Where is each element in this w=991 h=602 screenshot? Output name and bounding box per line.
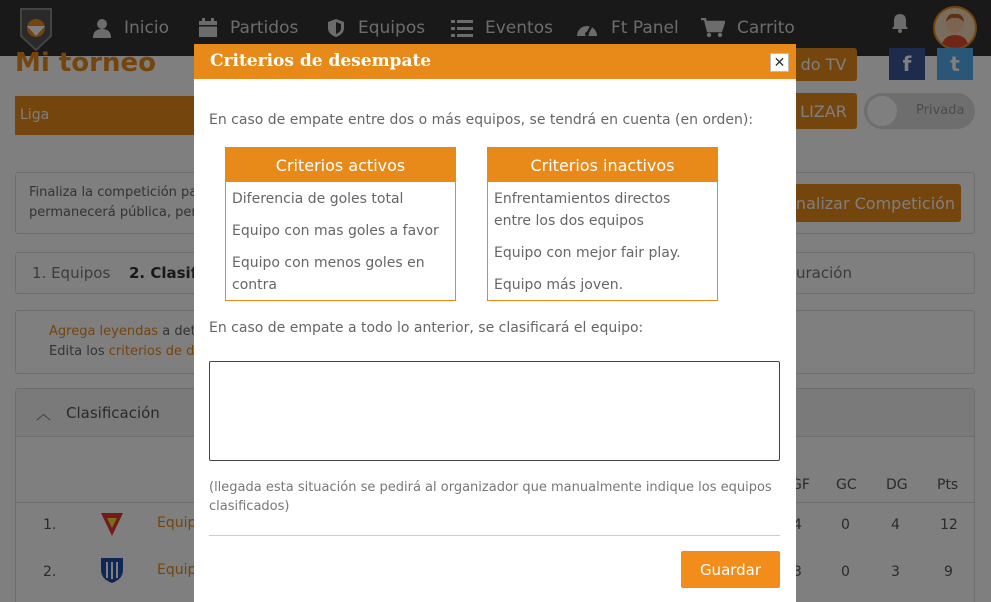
intro-text: En caso de empate entre dos o más equipos, se tendrá en cuenta (en orden): (209, 112, 754, 128)
modal-header (194, 44, 796, 79)
inactive-criteria-list (488, 182, 717, 308)
close-icon: ✕ (773, 54, 786, 71)
inactive-criteria-title: Criterios inactivos (488, 148, 717, 182)
save-button[interactable]: Guardar (681, 551, 780, 588)
criteria-item[interactable]: Enfrentamientos directos entre los dos equipos (494, 191, 671, 229)
close-button[interactable] (770, 53, 789, 72)
tiebreak-modal (194, 44, 796, 602)
criteria-item[interactable]: Equipo más joven. (494, 277, 624, 293)
fallback-textarea[interactable] (209, 361, 780, 461)
criteria-item[interactable]: Equipo con menos goles en contra (232, 255, 425, 293)
inactive-criteria-box (487, 147, 718, 301)
active-criteria-list (226, 182, 455, 308)
active-criteria-box (225, 147, 456, 301)
fallback-note: (llegada esta situación se pedirá al organizador que manualmente indique los equipos clasificados) (209, 480, 772, 514)
active-criteria-title: Criterios activos (226, 148, 455, 182)
divider (209, 535, 780, 536)
criteria-item[interactable]: Equipo con mejor fair play. (494, 245, 681, 261)
criteria-item[interactable]: Equipo con mas goles a favor (232, 223, 439, 239)
modal-title: Criterios de desempate (210, 51, 432, 71)
fallback-label: En caso de empate a todo lo anterior, se clasificará el equipo: (209, 320, 644, 336)
criteria-item[interactable]: Diferencia de goles total (232, 191, 404, 207)
